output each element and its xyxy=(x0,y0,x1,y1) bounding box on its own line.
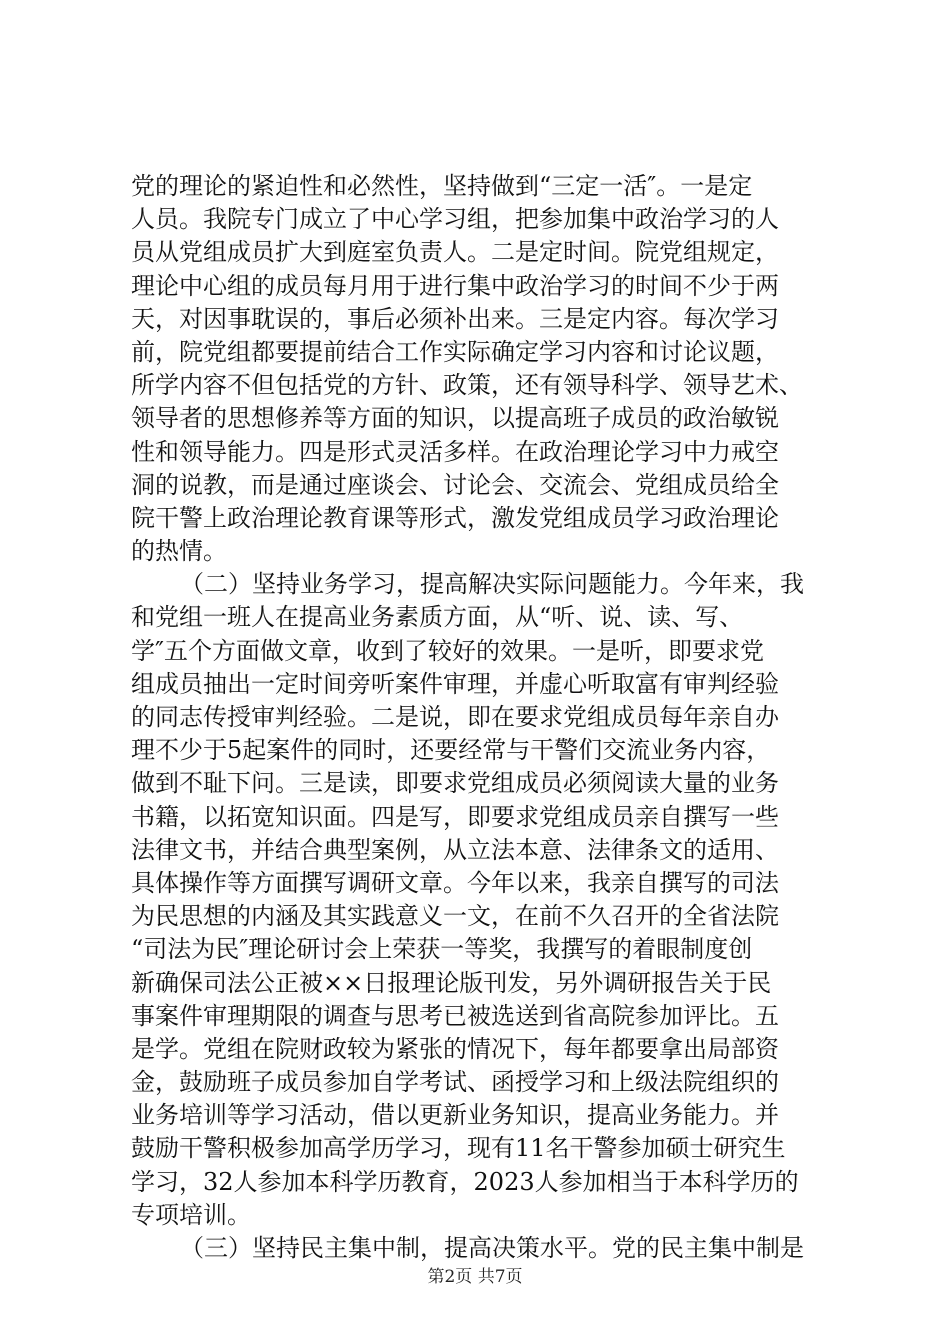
text-line: 洞的说教，而是通过座谈会、讨论会、交流会、党组成员给全 xyxy=(131,470,779,499)
text-line: 人员。我院专门成立了中心学习组，把参加集中政治学习的人 xyxy=(131,205,779,234)
page-footer: 第2页 共7页 xyxy=(427,1267,523,1287)
text-line: 的同志传授审判经验。二是说，即在要求党组成员每年亲自办 xyxy=(131,703,779,731)
text-line: “司法为民″理论研讨会上荣获一等奖，我撰写的着眼制度创 xyxy=(131,935,753,964)
text-line: 党的理论的紧迫性和必然性，坚持做到“三定一活″。一是定 xyxy=(131,172,753,200)
text-line: 书籍，以拓宽知识面。四是写，即要求党组成员亲自撰写一些 xyxy=(131,802,779,831)
text-line: 的热情。 xyxy=(131,537,227,566)
text-line: 性和领导能力。四是形式灵活多样。在政治理论学习中力戒空 xyxy=(131,437,779,466)
text-line: 员从党组成员扩大到庭室负责人。二是定时间。院党组规定， xyxy=(131,238,779,267)
text-line: 院干警上政治理论教育课等形式，激发党组成员学习政治理论 xyxy=(131,503,779,532)
text-line: 事案件审理期限的调查与思考已被选送到省高院参加评比。五 xyxy=(131,1001,779,1030)
text-line: 领导者的思想修养等方面的知识，以提高班子成员的政治敏锐 xyxy=(131,404,779,433)
text-line: 是学。党组在院财政较为紧张的情况下，每年都要拿出局部资 xyxy=(131,1034,779,1063)
text-line: 做到不耻下问。三是读，即要求党组成员必须阅读大量的业务 xyxy=(131,769,779,798)
text-line: 所学内容不但包括党的方针、政策，还有领导科学、领导艺术、 xyxy=(131,371,803,400)
body-text xyxy=(131,170,841,1265)
text-line: 业务培训等学习活动，借以更新业务知识，提高业务能力。并 xyxy=(131,1101,779,1130)
text-line: 为民思想的内涵及其实践意义一文，在前不久召开的全省法院 xyxy=(131,902,779,931)
paragraph-first-line: （二）坚持业务学习，提高解决实际问题能力。今年来，我 xyxy=(180,570,804,599)
text-line: 法律文书，并结合典型案例，从立法本意、法律条文的适用、 xyxy=(131,835,779,864)
text-line: 天，对因事耽误的，事后必须补出来。三是定内容。每次学习 xyxy=(131,304,779,333)
text-line: 理不少于5起案件的同时，还要经常与干警们交流业务内容， xyxy=(131,736,771,765)
text-line: 和党组一班人在提高业务素质方面，从“听、说、读、写、 xyxy=(131,603,744,632)
text-line: 前，院党组都要提前结合工作实际确定学习内容和讨论议题， xyxy=(131,337,779,366)
text-line: 组成员抽出一定时间旁听案件审理，并虚心听取富有审判经验 xyxy=(131,669,779,698)
text-line: 专项培训。 xyxy=(131,1200,251,1229)
paragraph-first-line: （三）坚持民主集中制，提高决策水平。党的民主集中制是 xyxy=(180,1234,804,1262)
text-line: 新确保司法公正被××日报理论版刊发，另外调研报告关于民 xyxy=(131,968,772,997)
text-line: 金，鼓励班子成员参加自学考试、函授学习和上级法院组织的 xyxy=(131,1068,779,1097)
text-line: 学习，32人参加本科学历教育，2023人参加相当于本科学历的 xyxy=(131,1167,799,1196)
text-line: 鼓励干警积极参加高学历学习，现有11名干警参加硕士研究生 xyxy=(131,1134,786,1163)
text-line: 具体操作等方面撰写调研文章。今年以来，我亲自撰写的司法 xyxy=(131,868,779,897)
text-line: 学″五个方面做文章，收到了较好的效果。一是听，即要求党 xyxy=(131,636,764,665)
text-line: 理论中心组的成员每月用于进行集中政治学习的时间不少于两 xyxy=(131,271,779,300)
